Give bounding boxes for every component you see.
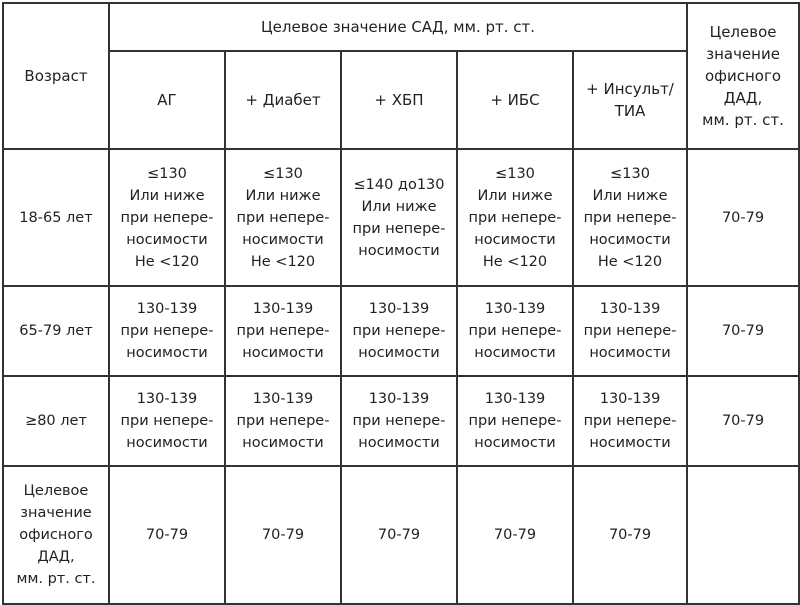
cell: 130-139 при непере- носимости [341,376,457,466]
header-stroke: + Инсульт/ ТИА [573,51,687,149]
cell: 70-79 [457,466,573,604]
header-age: Возраст [3,3,109,149]
cell: 130-139 при непере- носимости [573,286,687,376]
footer-row [3,466,799,604]
row-dbp: 70-79 [687,376,799,466]
table-row [3,149,799,286]
header-ckd: + ХБП [341,51,457,149]
header-dbp: Целевое значение офисного ДАД, мм. рт. ст. [687,3,799,149]
target-bp-table [2,2,800,605]
cell: ≤130 Или ниже при непере- носимости Не <120 [457,149,573,286]
cell: 130-139 при непере- носимости [225,376,341,466]
row-age: 18-65 лет [3,149,109,286]
cell: ≤130 Или ниже при непере- носимости Не <120 [109,149,225,286]
cell: ≤130 Или ниже при непере- носимости Не <120 [225,149,341,286]
cell: 130-139 при непере- носимости [573,376,687,466]
cell: 70-79 [109,466,225,604]
cell: 130-139 при непере- носимости [109,286,225,376]
header-sbp-group: Целевое значение САД, мм. рт. ст. [109,3,687,51]
cell: 130-139 при непере- носимости [225,286,341,376]
cell: 70-79 [225,466,341,604]
row-dbp: 70-79 [687,149,799,286]
footer-label: Целевое значение офисного ДАД, мм. рт. ст. [3,466,109,604]
table-row [3,376,799,466]
cell: 130-139 при непере- носимости [341,286,457,376]
cell: 130-139 при непере- носимости [457,376,573,466]
header-ag: АГ [109,51,225,149]
cell: 130-139 при непере- носимости [109,376,225,466]
table-row [3,286,799,376]
header-diabetes: + Диабет [225,51,341,149]
cell: ≤130 Или ниже при непере- носимости Не <120 [573,149,687,286]
header-ihd: + ИБС [457,51,573,149]
row-dbp: 70-79 [687,286,799,376]
cell: 70-79 [341,466,457,604]
cell: ≤140 до130 Или ниже при непере- носимости [341,149,457,286]
cell: 130-139 при непере- носимости [457,286,573,376]
row-age: ≥80 лет [3,376,109,466]
cell: 70-79 [573,466,687,604]
empty-cell [687,466,799,604]
row-age: 65-79 лет [3,286,109,376]
